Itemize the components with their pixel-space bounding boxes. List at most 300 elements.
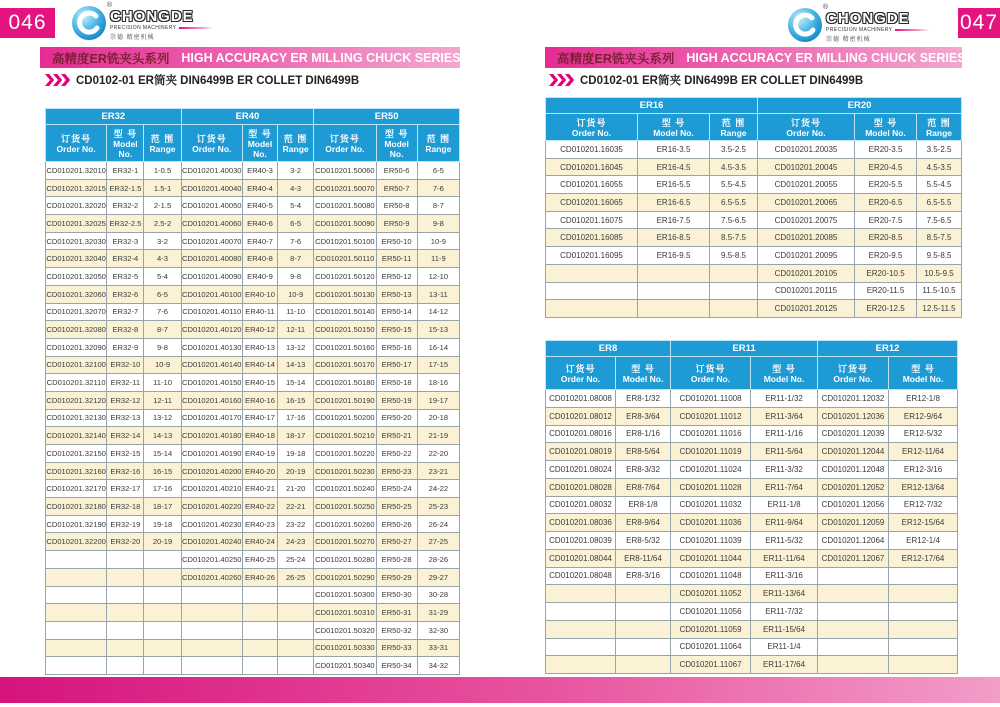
cell: 8.5-7.5 xyxy=(710,229,758,247)
cell: 33-31 xyxy=(417,639,459,657)
table-row xyxy=(546,425,958,443)
cell: ER32-2 xyxy=(107,197,144,215)
cell xyxy=(181,639,242,657)
cell: CD010201.40210 xyxy=(181,480,242,498)
table-row xyxy=(546,620,958,638)
cell: ER40-17 xyxy=(242,409,277,427)
table-row xyxy=(46,250,460,268)
cell: ER50-34 xyxy=(376,657,417,675)
group-header-er50: ER50 xyxy=(314,109,460,125)
cell: 13-12 xyxy=(144,409,181,427)
cell: ER40-20 xyxy=(242,462,277,480)
logo-tagline: PRECISION MACHINERY xyxy=(110,25,177,31)
table-row xyxy=(46,604,460,622)
cell: 9-8 xyxy=(278,268,314,286)
cell: ER8-9/64 xyxy=(616,514,671,532)
cell: ER16-5.5 xyxy=(638,176,710,194)
cell xyxy=(144,621,181,639)
cell: CD010201.32180 xyxy=(46,498,107,516)
cell: CD010201.50340 xyxy=(314,657,376,675)
cell xyxy=(616,638,671,656)
column-header: 订货号 Order No. xyxy=(314,125,376,162)
cell xyxy=(889,620,958,638)
cell: 5.5-4.5 xyxy=(917,176,962,194)
cell: CD010201.40030 xyxy=(181,162,242,180)
table-row xyxy=(46,179,460,197)
cell: ER20-4.5 xyxy=(855,158,917,176)
cell: 32-30 xyxy=(417,621,459,639)
cell: 24-22 xyxy=(417,480,459,498)
cell: CD010201.12067 xyxy=(818,549,889,567)
logo-globe-icon xyxy=(788,4,828,42)
cell: ER50-13 xyxy=(376,285,417,303)
cell: CD010201.50140 xyxy=(314,303,376,321)
cell: CD010201.40170 xyxy=(181,409,242,427)
cell: ER50-19 xyxy=(376,391,417,409)
cell: 4-3 xyxy=(144,250,181,268)
footer-bar xyxy=(0,677,1000,703)
cell: CD010201.08028 xyxy=(546,478,616,496)
cell xyxy=(242,639,277,657)
cell xyxy=(242,657,277,675)
cell: ER50-25 xyxy=(376,498,417,516)
cell: CD010201.32040 xyxy=(46,250,107,268)
cell: ER40-8 xyxy=(242,250,277,268)
cell: CD010201.16085 xyxy=(546,229,638,247)
column-header: 范 围 Range xyxy=(710,114,758,141)
cell xyxy=(278,621,314,639)
cell: CD010201.40100 xyxy=(181,285,242,303)
cell: ER40-16 xyxy=(242,391,277,409)
er32-er40-er50-table xyxy=(45,108,460,675)
cell: CD010201.11067 xyxy=(671,656,751,674)
cell: 7-6 xyxy=(417,179,459,197)
cell xyxy=(710,264,758,282)
table-row xyxy=(46,215,460,233)
cell xyxy=(181,621,242,639)
table-row xyxy=(46,338,460,356)
cell: CD010201.20105 xyxy=(758,264,855,282)
cell xyxy=(889,567,958,585)
cell: CD010201.40240 xyxy=(181,533,242,551)
cell: CD010201.20065 xyxy=(758,194,855,212)
cell: CD010201.50160 xyxy=(314,338,376,356)
cell: CD010201.40190 xyxy=(181,445,242,463)
cell: ER20-7.5 xyxy=(855,211,917,229)
cell: ER40-3 xyxy=(242,162,277,180)
cell: CD010201.50080 xyxy=(314,197,376,215)
table-row xyxy=(46,409,460,427)
cell: 4.5-3.5 xyxy=(917,158,962,176)
cell: ER16-7.5 xyxy=(638,211,710,229)
table-row xyxy=(46,427,460,445)
group-header-er12: ER12 xyxy=(818,341,958,357)
cell xyxy=(181,604,242,622)
column-header: 订货号 Order No. xyxy=(758,114,855,141)
cell: CD010201.50120 xyxy=(314,268,376,286)
cell: 4.5-3.5 xyxy=(710,158,758,176)
cell xyxy=(546,300,638,318)
cell: 18-16 xyxy=(417,374,459,392)
cell: ER16-9.5 xyxy=(638,247,710,265)
cell: ER32-15 xyxy=(107,445,144,463)
column-header: 型 号 Model No. xyxy=(616,357,671,390)
series-banner-left xyxy=(40,47,460,68)
cell: CD010201.20045 xyxy=(758,158,855,176)
cell xyxy=(107,551,144,569)
cell: 14-12 xyxy=(417,303,459,321)
cell: CD010201.50060 xyxy=(314,162,376,180)
cell: 8.5-7.5 xyxy=(917,229,962,247)
cell: CD010201.11052 xyxy=(671,585,751,603)
cell: 18-17 xyxy=(144,498,181,516)
cell: ER20-12.5 xyxy=(855,300,917,318)
cell: ER32-13 xyxy=(107,409,144,427)
table-row xyxy=(46,657,460,675)
cell: CD010201.32030 xyxy=(46,232,107,250)
cell xyxy=(46,604,107,622)
cell xyxy=(818,620,889,638)
cell: 25-23 xyxy=(417,498,459,516)
cell xyxy=(818,656,889,674)
cell: ER11-13/64 xyxy=(751,585,818,603)
cell xyxy=(889,603,958,621)
cell: 28-26 xyxy=(417,551,459,569)
cell xyxy=(107,621,144,639)
cell: 6-5 xyxy=(144,285,181,303)
table-row xyxy=(46,480,460,498)
cell: CD010201.20085 xyxy=(758,229,855,247)
cell: CD010201.16065 xyxy=(546,194,638,212)
cell: ER32-1.5 xyxy=(107,179,144,197)
cell: CD010201.40040 xyxy=(181,179,242,197)
cell: ER50-14 xyxy=(376,303,417,321)
cell: ER50-24 xyxy=(376,480,417,498)
cell: 30-28 xyxy=(417,586,459,604)
table-row xyxy=(46,462,460,480)
cell xyxy=(278,604,314,622)
cell: CD010201.50200 xyxy=(314,409,376,427)
cell: ER20-11.5 xyxy=(855,282,917,300)
table-row xyxy=(46,533,460,551)
er8-er11-er12-table xyxy=(545,340,958,674)
cell xyxy=(46,551,107,569)
column-header: 范 围 Range xyxy=(417,125,459,162)
cell: ER50-17 xyxy=(376,356,417,374)
cell: 4-3 xyxy=(278,179,314,197)
table-row xyxy=(546,514,958,532)
column-header: 订货号 Order No. xyxy=(546,114,638,141)
cell: 12-10 xyxy=(417,268,459,286)
cell: 5-4 xyxy=(278,197,314,215)
cell: ER16-6.5 xyxy=(638,194,710,212)
cell: ER50-28 xyxy=(376,551,417,569)
cell: ER8-3/64 xyxy=(616,407,671,425)
cell xyxy=(144,586,181,604)
cell xyxy=(242,586,277,604)
table-row xyxy=(546,407,958,425)
cell: CD010201.12044 xyxy=(818,443,889,461)
cell: CD010201.32010 xyxy=(46,162,107,180)
column-header: 型 号 Model No. xyxy=(376,125,417,162)
cell: CD010201.08044 xyxy=(546,549,616,567)
cell: CD010201.12052 xyxy=(818,478,889,496)
cell: 13-11 xyxy=(417,285,459,303)
cell: ER16-4.5 xyxy=(638,158,710,176)
cell: CD010201.32200 xyxy=(46,533,107,551)
chevrons-icon xyxy=(45,74,70,86)
table-row xyxy=(46,197,460,215)
cell: ER50-32 xyxy=(376,621,417,639)
column-header: 订货号 Order No. xyxy=(181,125,242,162)
cell: CD010201.50310 xyxy=(314,604,376,622)
cell: 6.5-5.5 xyxy=(710,194,758,212)
cell: CD010201.50180 xyxy=(314,374,376,392)
cell: CD010201.08012 xyxy=(546,407,616,425)
table-row xyxy=(46,639,460,657)
cell: CD010201.32130 xyxy=(46,409,107,427)
cell: ER12-15/64 xyxy=(889,514,958,532)
cell: CD010201.12032 xyxy=(818,390,889,408)
cell: 19-18 xyxy=(144,515,181,533)
logo-wordmark: CHONGDE xyxy=(826,10,910,27)
cell: ER8-1/8 xyxy=(616,496,671,514)
cell: CD010201.20055 xyxy=(758,176,855,194)
cell: ER50-27 xyxy=(376,533,417,551)
cell: CD010201.40050 xyxy=(181,197,242,215)
cell xyxy=(107,568,144,586)
cell: CD010201.32190 xyxy=(46,515,107,533)
cell: 10-9 xyxy=(144,356,181,374)
cell: CD010201.40120 xyxy=(181,321,242,339)
cell: ER11-5/64 xyxy=(751,443,818,461)
cell: CD010201.32100 xyxy=(46,356,107,374)
cell: CD010201.32015 xyxy=(46,179,107,197)
cell: CD010201.08032 xyxy=(546,496,616,514)
cell: ER12-3/16 xyxy=(889,461,958,479)
cell: 3-2 xyxy=(278,162,314,180)
cell: CD010201.32070 xyxy=(46,303,107,321)
cell: ER32-19 xyxy=(107,515,144,533)
cell: 23-21 xyxy=(417,462,459,480)
table-row xyxy=(46,285,460,303)
cell: CD010201.50250 xyxy=(314,498,376,516)
cell: CD010201.20125 xyxy=(758,300,855,318)
cell xyxy=(818,585,889,603)
cell: ER40-26 xyxy=(242,568,277,586)
cell: ER50-23 xyxy=(376,462,417,480)
cell: ER11-11/64 xyxy=(751,549,818,567)
cell: ER12-9/64 xyxy=(889,407,958,425)
cell: ER11-15/64 xyxy=(751,620,818,638)
cell xyxy=(889,638,958,656)
cell: 1-0.5 xyxy=(144,162,181,180)
cell: CD010201.32110 xyxy=(46,374,107,392)
cell: ER50-26 xyxy=(376,515,417,533)
cell: 19-17 xyxy=(417,391,459,409)
cell: CD010201.11028 xyxy=(671,478,751,496)
table-row xyxy=(46,551,460,569)
cell xyxy=(818,603,889,621)
column-header: 型 号 Model No. xyxy=(638,114,710,141)
registered-mark: ® xyxy=(106,2,112,9)
table-row xyxy=(46,515,460,533)
cell: ER11-7/32 xyxy=(751,603,818,621)
cell xyxy=(242,621,277,639)
table-row xyxy=(546,264,962,282)
cell: 26-24 xyxy=(417,515,459,533)
cell: ER50-7 xyxy=(376,179,417,197)
cell: 2-1.5 xyxy=(144,197,181,215)
logo-chinese-name: 崇德 精密机械 xyxy=(826,37,871,43)
cell: ER40-12 xyxy=(242,321,277,339)
table-row xyxy=(46,356,460,374)
cell: 9.5-8.5 xyxy=(917,247,962,265)
cell: ER40-24 xyxy=(242,533,277,551)
cell xyxy=(546,656,616,674)
group-header-er32: ER32 xyxy=(46,109,182,125)
cell: 6.5-5.5 xyxy=(917,194,962,212)
cell: CD010201.50270 xyxy=(314,533,376,551)
cell: CD010201.20035 xyxy=(758,141,855,159)
cell: 26-25 xyxy=(278,568,314,586)
cell: 16-14 xyxy=(417,338,459,356)
cell: 19-18 xyxy=(278,445,314,463)
cell: CD010201.40230 xyxy=(181,515,242,533)
series-title-en: HIGH ACCURACY ER MILLING CHUCK SERIES xyxy=(686,50,966,65)
cell: ER50-12 xyxy=(376,268,417,286)
table-row xyxy=(546,549,958,567)
table-row xyxy=(46,162,460,180)
cell xyxy=(107,657,144,675)
cell: CD010201.32060 xyxy=(46,285,107,303)
table-row xyxy=(46,391,460,409)
cell xyxy=(107,604,144,622)
cell: CD010201.50130 xyxy=(314,285,376,303)
cell: ER32-7 xyxy=(107,303,144,321)
cell: CD010201.40180 xyxy=(181,427,242,445)
cell: ER32-11 xyxy=(107,374,144,392)
cell: ER11-7/64 xyxy=(751,478,818,496)
cell: ER11-1/32 xyxy=(751,390,818,408)
cell xyxy=(46,639,107,657)
cell: 6-5 xyxy=(417,162,459,180)
cell: 2.5-2 xyxy=(144,215,181,233)
cell: ER11-9/64 xyxy=(751,514,818,532)
cell: ER32-3 xyxy=(107,232,144,250)
cell: ER11-1/8 xyxy=(751,496,818,514)
cell: ER40-9 xyxy=(242,268,277,286)
cell: 34-32 xyxy=(417,657,459,675)
cell: CD010201.12036 xyxy=(818,407,889,425)
cell: 12-11 xyxy=(278,321,314,339)
cell xyxy=(144,657,181,675)
cell xyxy=(181,586,242,604)
table-row xyxy=(546,282,962,300)
cell: CD010201.32150 xyxy=(46,445,107,463)
cell: CD010201.50230 xyxy=(314,462,376,480)
table-row xyxy=(546,443,958,461)
cell: 22-20 xyxy=(417,445,459,463)
cell: ER50-10 xyxy=(376,232,417,250)
cell: 10-9 xyxy=(278,285,314,303)
cell: CD010201.50090 xyxy=(314,215,376,233)
cell: ER32-20 xyxy=(107,533,144,551)
cell: ER50-29 xyxy=(376,568,417,586)
cell: CD010201.11056 xyxy=(671,603,751,621)
cell: CD010201.50220 xyxy=(314,445,376,463)
cell: ER16-3.5 xyxy=(638,141,710,159)
cell: ER50-9 xyxy=(376,215,417,233)
cell: CD010201.20095 xyxy=(758,247,855,265)
cell: ER20-9.5 xyxy=(855,247,917,265)
cell: 6-5 xyxy=(278,215,314,233)
cell: ER12-1/4 xyxy=(889,532,958,550)
cell: CD010201.11048 xyxy=(671,567,751,585)
cell: CD010201.50210 xyxy=(314,427,376,445)
cell: 20-19 xyxy=(144,533,181,551)
table-row xyxy=(46,303,460,321)
table-row xyxy=(546,247,962,265)
cell xyxy=(616,656,671,674)
cell: 17-16 xyxy=(144,480,181,498)
cell: 22-21 xyxy=(278,498,314,516)
table-row xyxy=(546,656,958,674)
cell: 17-16 xyxy=(278,409,314,427)
table-row xyxy=(546,567,958,585)
cell xyxy=(46,586,107,604)
cell: ER8-5/32 xyxy=(616,532,671,550)
cell: CD010201.12064 xyxy=(818,532,889,550)
cell: ER11-5/32 xyxy=(751,532,818,550)
cell: ER32-17 xyxy=(107,480,144,498)
cell: CD010201.16095 xyxy=(546,247,638,265)
cell: CD010201.11036 xyxy=(671,514,751,532)
cell: CD010201.11008 xyxy=(671,390,751,408)
cell xyxy=(46,621,107,639)
cell: CD010201.32025 xyxy=(46,215,107,233)
cell xyxy=(278,657,314,675)
cell xyxy=(616,603,671,621)
cell xyxy=(46,657,107,675)
cell xyxy=(546,620,616,638)
cell: ER40-10 xyxy=(242,285,277,303)
column-header: 订货号 Order No. xyxy=(818,357,889,390)
cell: CD010201.40220 xyxy=(181,498,242,516)
cell: CD010201.08024 xyxy=(546,461,616,479)
cell: 3-2 xyxy=(144,232,181,250)
cell: ER32-10 xyxy=(107,356,144,374)
cell: ER50-8 xyxy=(376,197,417,215)
cell: 11-10 xyxy=(278,303,314,321)
page-number-right: 047 xyxy=(958,8,1000,38)
cell: CD010201.50110 xyxy=(314,250,376,268)
table-row xyxy=(546,194,962,212)
table-row xyxy=(546,496,958,514)
cell: CD010201.40130 xyxy=(181,338,242,356)
cell: 10.5-9.5 xyxy=(917,264,962,282)
cell: ER8-5/64 xyxy=(616,443,671,461)
cell: 7.5-6.5 xyxy=(710,211,758,229)
cell: 8-7 xyxy=(144,321,181,339)
cell: ER20-8.5 xyxy=(855,229,917,247)
table-row xyxy=(546,390,958,408)
column-header: 型 号 Model No. xyxy=(751,357,818,390)
cell xyxy=(638,264,710,282)
cell: 24-23 xyxy=(278,533,314,551)
cell: 18-17 xyxy=(278,427,314,445)
cell: 7.5-6.5 xyxy=(917,211,962,229)
